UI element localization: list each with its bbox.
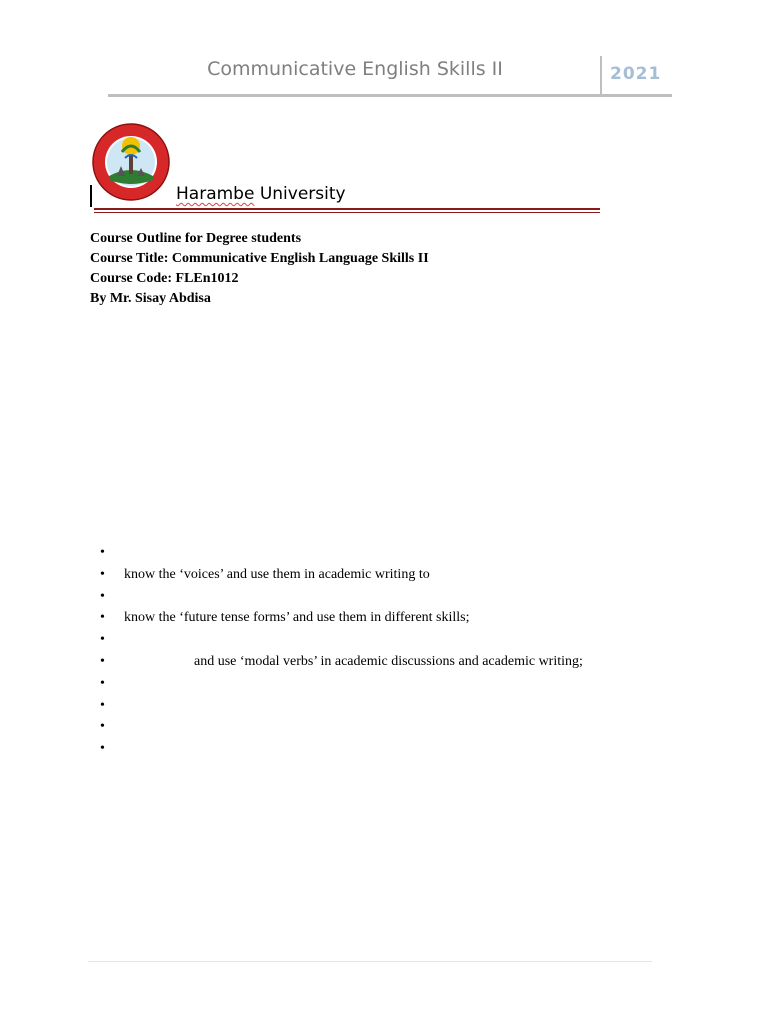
university-rule-thick xyxy=(94,208,600,210)
course-info xyxy=(90,229,429,309)
header-rule xyxy=(108,94,672,97)
list-item xyxy=(100,542,583,564)
list-item xyxy=(100,586,583,608)
page-header-title: Communicative English Skills II xyxy=(207,58,503,80)
list-item: • know the ‘future tense forms’ and use them in different skills; xyxy=(100,607,583,629)
university-name-misspelled-word: Harambe xyxy=(176,184,255,204)
list-item xyxy=(100,738,583,760)
list-item xyxy=(100,716,583,738)
university-seal-icon xyxy=(91,118,171,204)
course-title-line: Course Title: Communicative English Language Skills II xyxy=(90,251,429,266)
objectives-list xyxy=(100,542,583,760)
footer-rule xyxy=(88,961,652,962)
course-code-line: Course Code: FLEn1012 xyxy=(90,271,239,286)
university-rule-thin xyxy=(94,212,600,213)
university-name xyxy=(176,184,346,204)
text-cursor xyxy=(90,185,92,207)
header-year: 2021 xyxy=(610,64,662,84)
course-author-line: By Mr. Sisay Abdisa xyxy=(90,291,211,306)
header-divider xyxy=(600,56,602,96)
university-name-rest: University xyxy=(254,184,346,204)
list-item xyxy=(100,695,583,717)
list-item: • know the ‘voices’ and use them in academic writing to xyxy=(100,564,583,586)
list-item xyxy=(100,629,583,651)
list-item: • and use ‘modal verbs’ in academic discussions and academic writing; xyxy=(100,651,583,673)
list-item xyxy=(100,673,583,695)
course-outline-line: Course Outline for Degree students xyxy=(90,231,302,246)
